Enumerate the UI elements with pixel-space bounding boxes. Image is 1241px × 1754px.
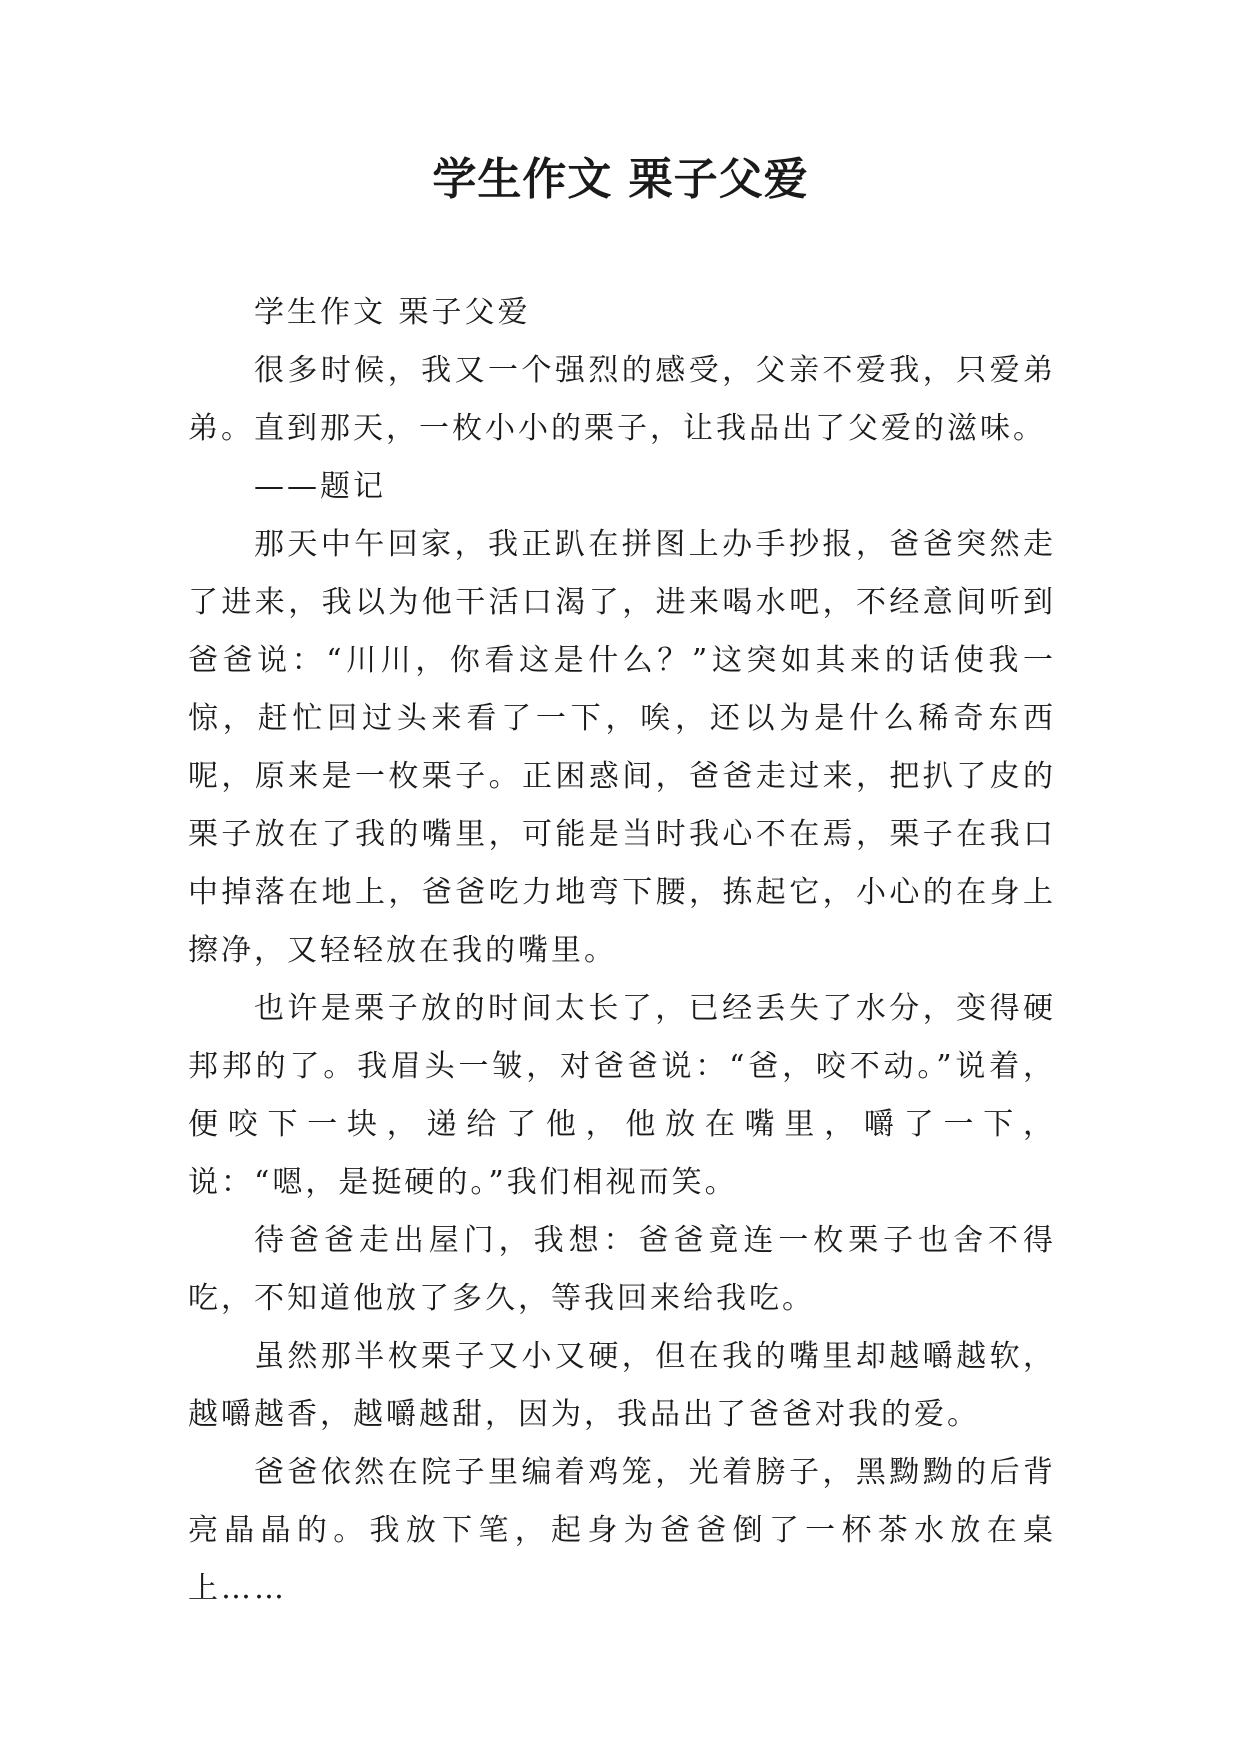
paragraph: 也许是栗子放的时间太长了，已经丢失了水分，变得硬邦邦的了。我眉头一皱，对爸爸说：“爸，咬不动。”说着，便咬下一块，递给了他，他放在嘴里，嚼了一下，说：“嗯，是挺硬的。”我们相视而笑。	[188, 991, 1056, 1200]
paragraph-inscription: ——题记	[254, 469, 386, 504]
paragraph: 那天中午回家，我正趴在拼图上办手抄报，爸爸突然走了进来，我以为他干活口渴了，进来喝水吧，不经意间听到爸爸说：“川川，你看这是什么？”这突如其来的话使我一惊，赶忙回过头来看了一下，唉，还以为是什么稀奇东西呢，原来是一枚栗子。正困惑间，爸爸走过来，把扒了皮的栗子放在了我的嘴里，可能是当时我心不在焉，栗子在我口中掉落在地上，爸爸吃力地弯下腰，拣起它，小心的在身上擦净，又轻轻放在我的嘴里。	[188, 527, 1056, 968]
document-body	[188, 284, 1056, 1618]
paragraph: 待爸爸走出屋门，我想：爸爸竟连一枚栗子也舍不得吃，不知道他放了多久，等我回来给我吃。	[188, 1223, 1056, 1316]
document-title: 学生作文 栗子父爱	[432, 154, 809, 205]
paragraph-subtitle: 学生作文 栗子父爱	[254, 295, 531, 330]
paragraph: 虽然那半枚栗子又小又硬，但在我的嘴里却越嚼越软，越嚼越香，越嚼越甜，因为，我品出了爸爸对我的爱。	[188, 1339, 1056, 1432]
paragraph: 爸爸依然在院子里编着鸡笼，光着膀子，黑黝黝的后背亮晶晶的。我放下笔，起身为爸爸倒了一杯茶水放在桌上……	[188, 1455, 1056, 1606]
paragraph-intro: 很多时候，我又一个强烈的感受，父亲不爱我，只爱弟弟。直到那天，一枚小小的栗子，让我品出了父爱的滋味。	[188, 353, 1056, 446]
